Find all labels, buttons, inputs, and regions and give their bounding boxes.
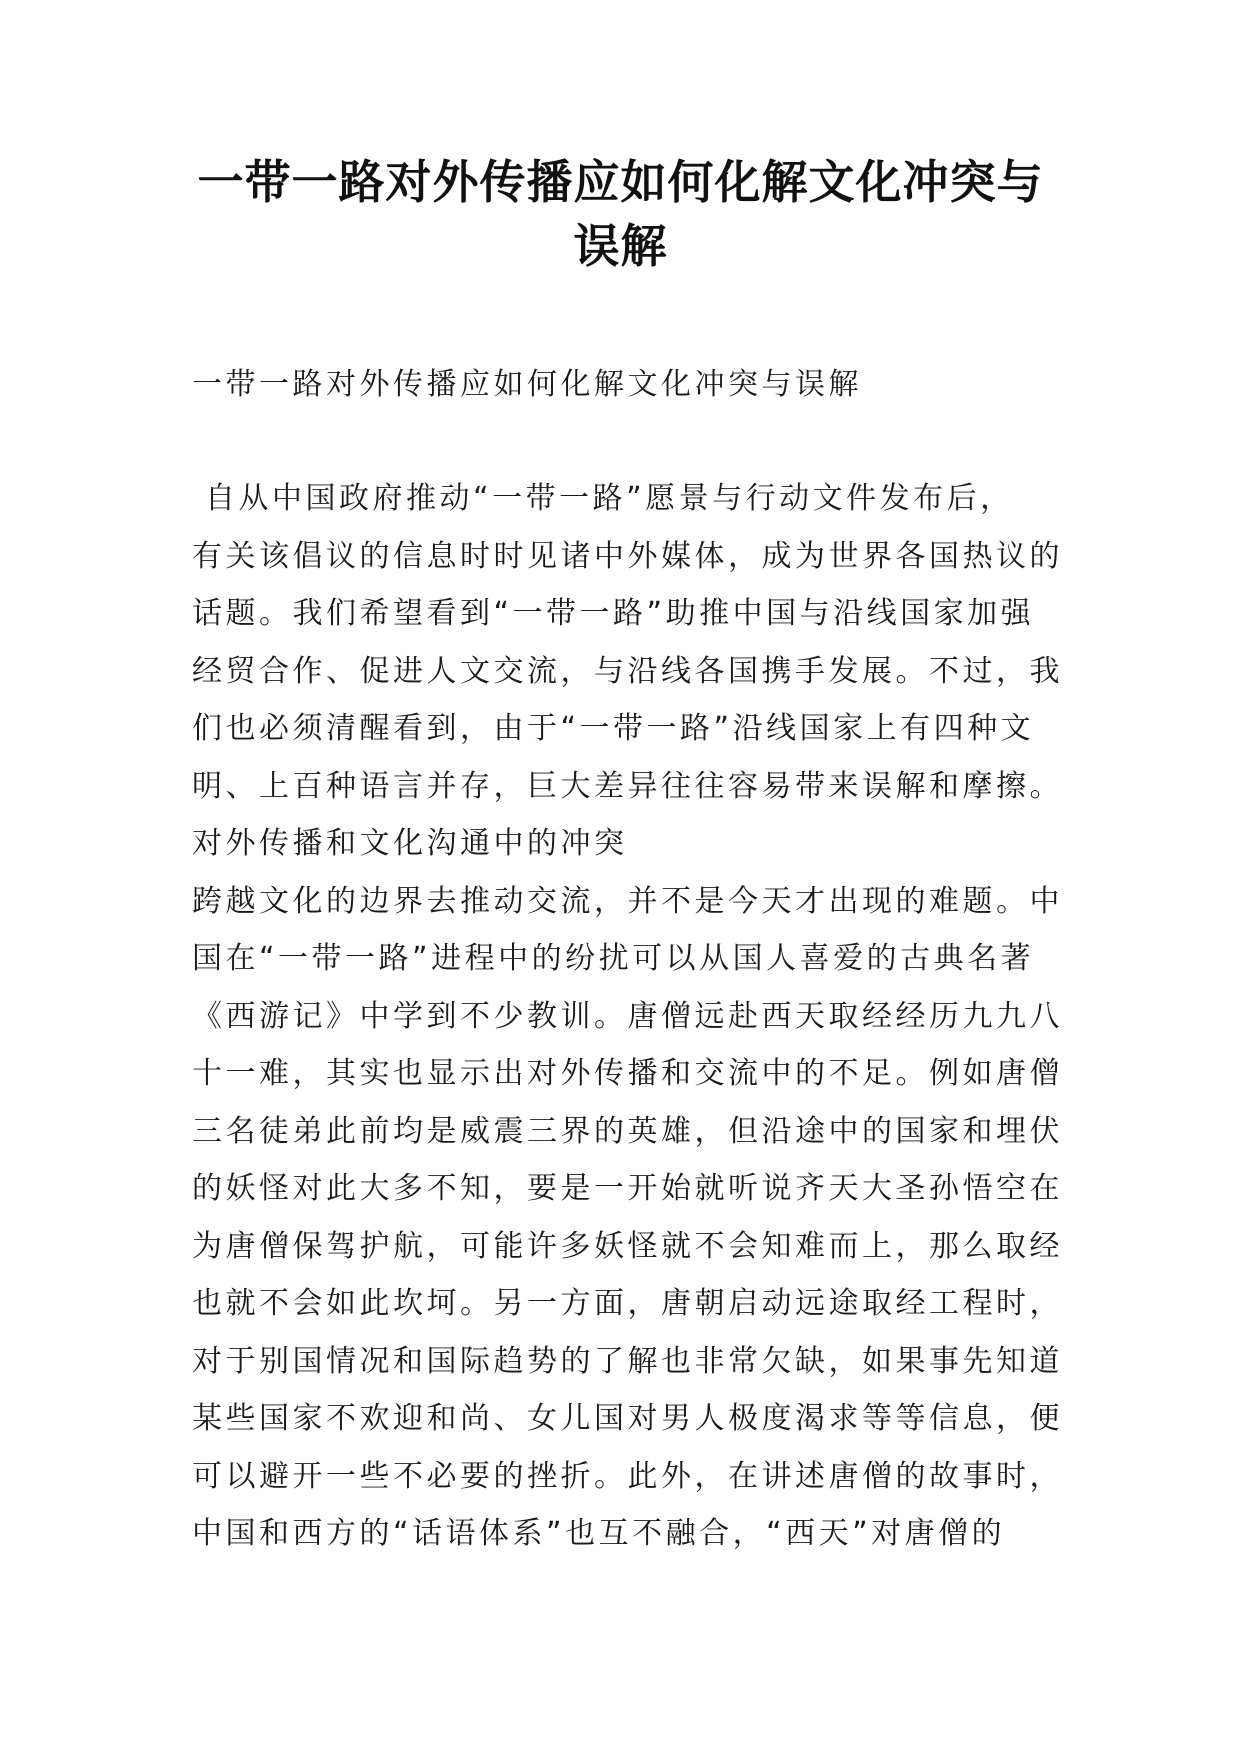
document-title	[150, 150, 1091, 278]
body-line: 自从中国政府推动“一带一路”愿景与行动文件发布后，	[192, 481, 1014, 516]
title-line: 一带一路对外传播应如何化解文化冲突与	[197, 155, 1044, 209]
body-line: 中国和西方的“话语体系”也互不融合，“西天”对唐僧的	[192, 1516, 1006, 1551]
body-line: 也就不会如此坎坷。另一方面，唐朝启动远途取经工程时，	[192, 1286, 1063, 1321]
body-line: 三名徒弟此前均是威震三界的英雄，但沿途中的国家和埋伏	[192, 1113, 1063, 1149]
body-line: 为唐僧保驾护航，可能许多妖怪就不会知难而上，那么取经	[192, 1228, 1063, 1264]
body-line: 《西游记》中学到不少教训。唐僧远赴西天取经经历九九八	[192, 998, 1063, 1034]
body-line: 的妖怪对此大多不知，要是一开始就听说齐天大圣孙悟空在	[192, 1171, 1063, 1206]
body-line: 对于别国情况和国际趋势的了解也非常欠缺，如果事先知道	[192, 1343, 1063, 1379]
body-line: 跨越文化的边界去推动交流，并不是今天才出现的难题。中	[192, 883, 1063, 919]
body-line: 国在“一带一路”进程中的纷扰可以从国人喜爱的古典名著	[192, 941, 1035, 976]
body-line: 某些国家不欢迎和尚、女儿国对男人极度渴求等等信息，便	[192, 1401, 1063, 1436]
body-line: 有关该倡议的信息时时见诸中外媒体，成为世界各国热议的	[192, 538, 1063, 574]
body-line: 可以避开一些不必要的挫折。此外，在讲述唐僧的故事时，	[192, 1458, 1063, 1494]
title-line: 误解	[573, 219, 668, 273]
body-line: 们也必须清醒看到，由于“一带一路”沿线国家上有四种文	[192, 711, 1035, 746]
section-heading: 对外传播和文化沟通中的冲突	[192, 826, 628, 861]
body-line: 经贸合作、促进人文交流，与沿线各国携手发展。不过，我	[192, 653, 1063, 689]
body-line: 十一难，其实也显示出对外传播和交流中的不足。例如唐僧	[192, 1056, 1063, 1091]
body-line: 明、上百种语言并存，巨大差异往往容易带来误解和摩擦。	[192, 768, 1063, 804]
body-paragraph	[192, 470, 1072, 1563]
body-line: 话题。我们希望看到“一带一路”助推中国与沿线国家加强	[192, 596, 1035, 631]
document-subtitle: 一带一路对外传播应如何化解文化冲突与误解	[192, 367, 862, 402]
